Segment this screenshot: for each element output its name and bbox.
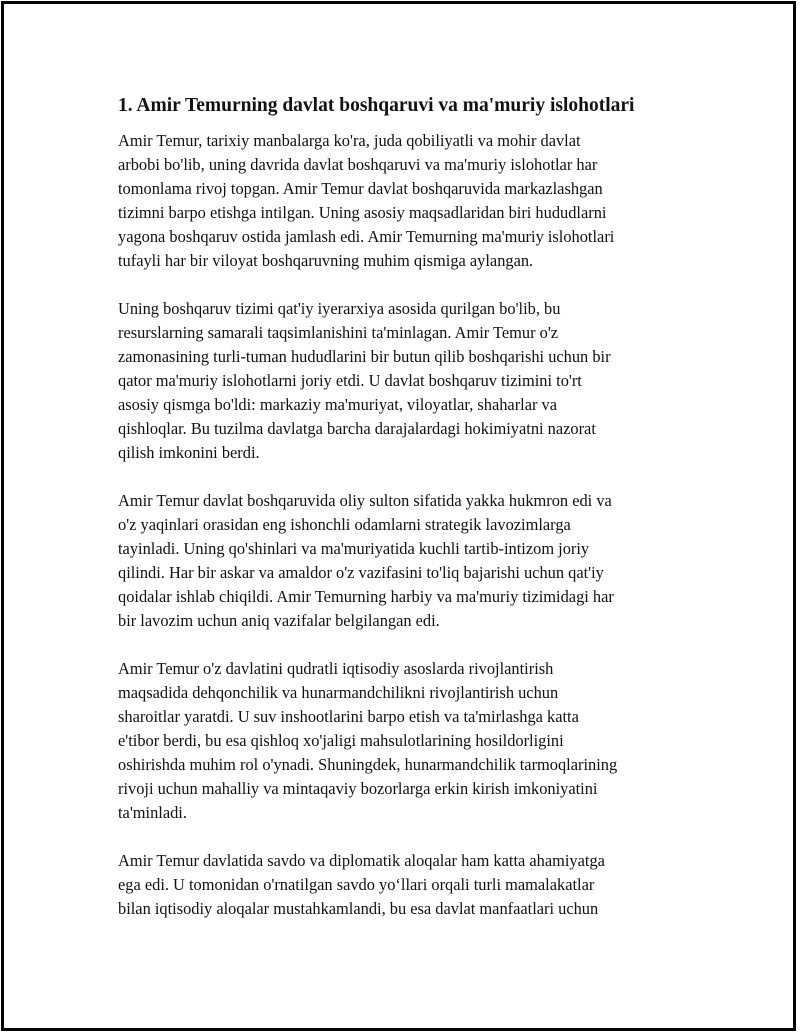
- text-line: resurslarning samarali taqsimlanishini ta'minlagan. Amir Temur o'z: [118, 323, 559, 342]
- text-line: tomonlama rivoj topgan. Amir Temur davlat boshqaruvida markazlashgan: [118, 179, 603, 198]
- paragraph-spacer: [118, 633, 698, 657]
- text-line: qilindi. Har bir askar va amaldor o'z vazifasini to'liq bajarishi uchun qat'iy: [118, 563, 604, 582]
- paragraph-4: [118, 657, 698, 825]
- text-line: bir lavozim uchun aniq vazifalar belgilangan edi.: [118, 611, 440, 630]
- text-line: tufayli har bir viloyat boshqaruvning muhim qismiga aylangan.: [118, 251, 534, 270]
- text-line: ega edi. U tomonidan o'rnatilgan savdo yo‘llari orqali turli mamalakatlar: [118, 875, 595, 894]
- paragraph-2: [118, 297, 698, 465]
- text-line: rivoji uchun mahalliy va mintaqaviy bozorlarga erkin kirish imkoniyatini: [118, 779, 598, 798]
- text-line: Amir Temur o'z davlatini qudratli iqtisodiy asoslarda rivojlantirish: [118, 659, 554, 678]
- paragraph-1: [118, 129, 698, 273]
- paragraph-spacer: [118, 825, 698, 849]
- document-title: 1. Amir Temurning davlat boshqaruvi va ma'muriy islohotlari: [118, 95, 635, 116]
- text-line: qator ma'muriy islohotlarni joriy etdi. U davlat boshqaruv tizimini to'rt: [118, 371, 582, 390]
- text-line: qishloqlar. Bu tuzilma davlatga barcha darajalardagi hokimiyatni nazorat: [118, 419, 596, 438]
- text-line: sharoitlar yaratdi. U suv inshootlarini barpo etish va ta'mirlashga katta: [118, 707, 579, 726]
- paragraph-spacer: [118, 273, 698, 297]
- text-line: qoidalar ishlab chiqildi. Amir Temurning harbiy va ma'muriy tizimidagi har: [118, 587, 614, 606]
- text-line: yagona boshqaruv ostida jamlash edi. Amir Temurning ma'muriy islohotlari: [118, 227, 615, 246]
- text-line: zamonasining turli-tuman hududlarini bir butun qilib boshqarishi uchun bir: [118, 347, 611, 366]
- text-line: Uning boshqaruv tizimi qat'iy iyerarxiya asosida qurilgan bo'lib, bu: [118, 299, 561, 318]
- document-body: [118, 94, 698, 921]
- text-line: oshirishda muhim rol o'ynadi. Shuningdek, hunarmandchilik tarmoqlarining: [118, 755, 618, 774]
- text-line: Amir Temur davlatida savdo va diplomatik aloqalar ham katta ahamiyatga: [118, 851, 605, 870]
- paragraph-spacer: [118, 465, 698, 489]
- text-line: ta'minladi.: [118, 803, 187, 822]
- text-line: Amir Temur davlat boshqaruvida oliy sulton sifatida yakka hukmron edi va: [118, 491, 612, 510]
- text-line: e'tibor berdi, bu esa qishloq xo'jaligi mahsulotlarining hosildorligini: [118, 731, 564, 750]
- paragraph-5: [118, 849, 698, 921]
- text-line: arbobi bo'lib, uning davrida davlat boshqaruvi va ma'muriy islohotlar har: [118, 155, 598, 174]
- text-line: bilan iqtisodiy aloqalar mustahkamlandi, bu esa davlat manfaatlari uchun: [118, 899, 599, 918]
- text-line: maqsadida dehqonchilik va hunarmandchilikni rivojlantirish uchun: [118, 683, 559, 702]
- text-line: tizimni barpo etishga intilgan. Uning asosiy maqsadlaridan biri hududlarni: [118, 203, 607, 222]
- text-line: qilish imkonini berdi.: [118, 443, 260, 462]
- text-line: tayinladi. Uning qo'shinlari va ma'muriyatida kuchli tartib-intizom joriy: [118, 539, 590, 558]
- paragraph-3: [118, 489, 698, 633]
- text-line: o'z yaqinlari orasidan eng ishonchli odamlarni strategik lavozimlarga: [118, 515, 571, 534]
- text-line: asosiy qismga bo'ldi: markaziy ma'muriyat, viloyatlar, shaharlar va: [118, 395, 558, 414]
- text-line: Amir Temur, tarixiy manbalarga ko'ra, juda qobiliyatli va mohir davlat: [118, 131, 581, 150]
